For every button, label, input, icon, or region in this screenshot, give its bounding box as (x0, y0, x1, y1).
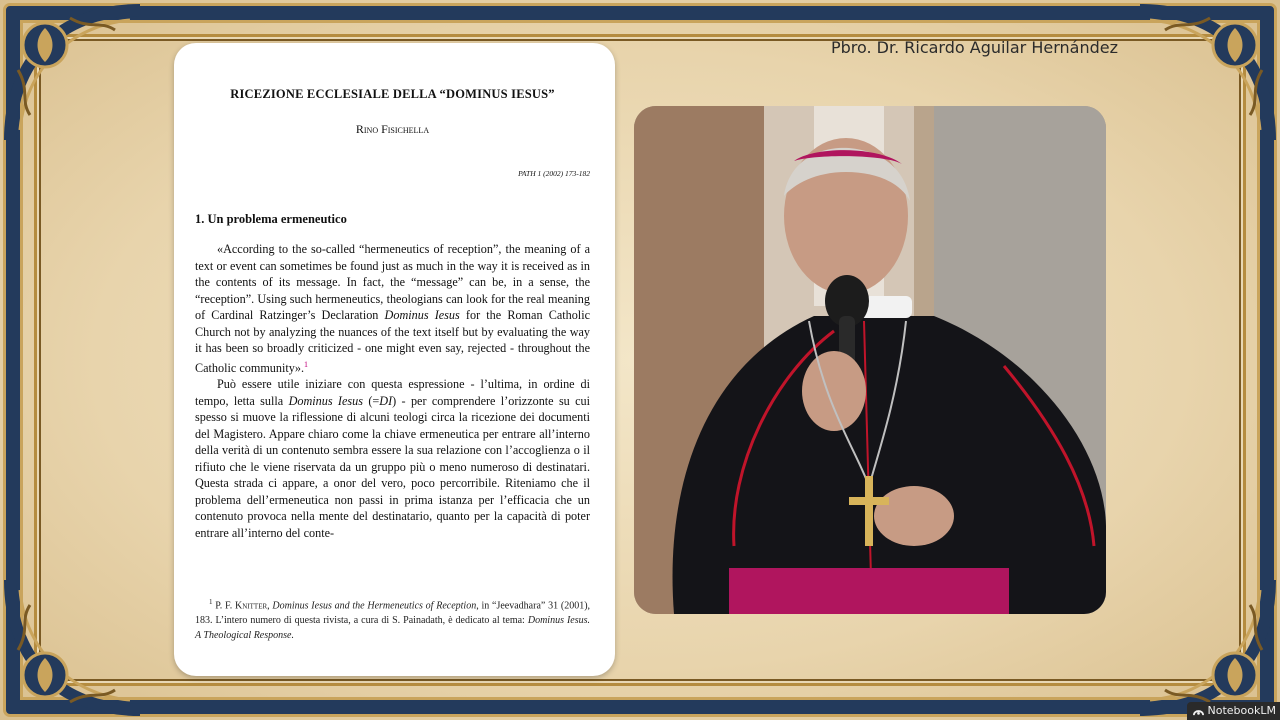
presenter-name: Pbro. Dr. Ricardo Aguilar Hernández (830, 38, 1118, 57)
notebooklm-icon (1193, 706, 1204, 717)
para2-text-a: Può essere utile iniziare con questa espressione - l’ultima, in ordine di tempo, letta sulla (195, 377, 590, 408)
paragraph-body (195, 376, 590, 541)
footnote-number: 1 (209, 598, 213, 606)
footnote-reference[interactable]: 1 (304, 359, 308, 369)
footnote-rest: , in “Jeevadhara” 31 (2001), 183. L’intero numero di questa rivista, a cura di S. Painadath, è dedicato al tema: (195, 600, 591, 627)
para1-text: «According to the so-called “hermeneutics of reception”, the meaning of a text or event can sometimes be found just as much in the way it is received as in the contents of its message. In fact, the “message” can be, in a sense, the “reception”. Using such hermeneutics, theologians can look for the real meaning of Cardinal Ratzinger’s Declaration (195, 242, 590, 322)
document-body (195, 87, 590, 541)
corner-ornament-bottom-right (1130, 570, 1280, 720)
para1-tail: for the Roman Catholic Church not by analyzing the nuances of the text itself but by evaluating the way it has been so broadly criticized - one might even say, rejected - throughout the Catholic community». (195, 308, 590, 375)
corner-ornament-top-right (1130, 0, 1280, 150)
document-title: RICEZIONE ECCLESIALE DELLA “DOMINUS IESUS” (230, 87, 555, 101)
document-author: Rino Fisichella (355, 122, 430, 136)
footnote-title-2: Dominus Iesus. A Theological Response. (195, 615, 591, 642)
notebooklm-label: NotebookLM (1207, 704, 1276, 717)
paragraph-quote (195, 241, 590, 376)
para2-text-c: ) - per comprendere l’orizzonte su cui spesso si muove la riflessione di alcuni teologi circa la ricezione dei documenti del Magistero. Appare chiaro come la chiave ermeneutica per entrare all’interno della verità di un contenuto sembra essere la sua relazione con l’accoglienza o il rifiuto che le viene riservata da un gruppo più o meno numeroso di destinatari. Questa strada ci appare, a onor del vero, poco percorribile. Riteniamo che il problema dell’ermeneutica non passi in prima istanza per l’efficacia che un contenuto provoca nella mente del destinatario, quanto per la capacità di poter entrare all’interno del conte- (195, 393, 591, 540)
notebooklm-badge (1187, 702, 1280, 720)
para2-italic-2: DI (379, 393, 393, 408)
bishop-photo (634, 106, 1106, 614)
document-page-card (174, 43, 615, 676)
para1-italic: Dominus Iesus (384, 308, 460, 322)
corner-ornament-top-left (0, 0, 150, 150)
para2-italic-1: Dominus Iesus (288, 393, 363, 408)
section-heading: 1. Un problema ermeneutico (195, 212, 347, 226)
corner-ornament-bottom-left (0, 570, 150, 720)
footnote-author: P. F. Knitter, (215, 600, 270, 612)
footnote (195, 595, 590, 643)
para2-text-b: (= (368, 393, 380, 408)
document-citation: PATH 1 (2002) 173-182 (518, 169, 590, 178)
footnote-title: Dominus Iesus and the Hermeneutics of Reception (272, 600, 477, 612)
